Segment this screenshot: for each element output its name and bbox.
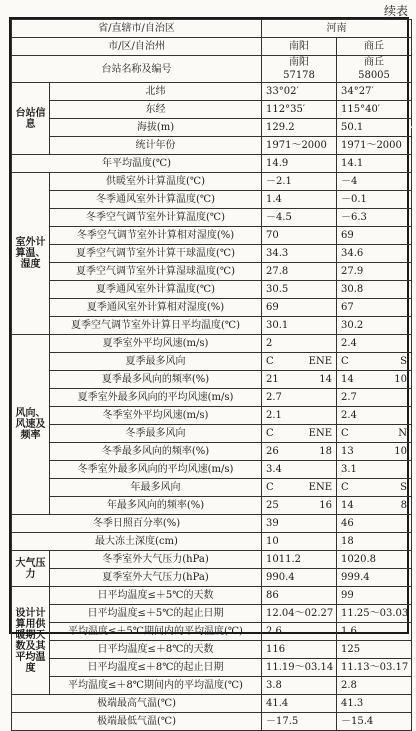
value-part: C bbox=[341, 482, 349, 493]
table-row bbox=[12, 407, 412, 425]
city-row bbox=[12, 38, 412, 56]
value-cell: 1971～2000 bbox=[337, 137, 412, 155]
value-cell: 30.1 bbox=[262, 317, 337, 335]
value-part: ENE bbox=[308, 482, 332, 493]
table-row bbox=[12, 479, 412, 497]
value-pair bbox=[341, 374, 407, 385]
value-part: S bbox=[400, 482, 407, 493]
watermark-mark: · bbox=[409, 120, 414, 136]
table-row bbox=[12, 569, 412, 587]
row-label: 冬季最多风向的频率(%) bbox=[50, 443, 262, 461]
value-cell: 1011.2 bbox=[262, 551, 337, 569]
table-row bbox=[12, 425, 412, 443]
value-cell: －6.3 bbox=[337, 209, 412, 227]
table-row bbox=[12, 101, 412, 119]
row-label: 冬季日照百分率(%) bbox=[12, 515, 262, 533]
value-cell: 41.3 bbox=[337, 695, 412, 713]
value-pair-cell bbox=[262, 479, 337, 497]
value-cell: 10 bbox=[262, 533, 337, 551]
value-part: C bbox=[266, 428, 274, 439]
table-row bbox=[12, 515, 412, 533]
value-cell: 11.13～03.17 bbox=[337, 659, 412, 677]
value-cell: 69 bbox=[337, 227, 412, 245]
value-pair bbox=[341, 428, 407, 439]
value-cell: 990.4 bbox=[262, 569, 337, 587]
table-row bbox=[12, 299, 412, 317]
value-part: C bbox=[266, 356, 274, 367]
value-cell: 2.4 bbox=[337, 407, 412, 425]
row-label: 夏季通风室外计算温度(℃) bbox=[50, 281, 262, 299]
value-pair bbox=[341, 482, 407, 493]
value-part: 13 bbox=[341, 446, 354, 457]
value-pair-cell bbox=[262, 371, 337, 389]
value-cell: 3.8 bbox=[262, 677, 337, 695]
value-cell: 125 bbox=[337, 641, 412, 659]
value-cell: 34.6 bbox=[337, 245, 412, 263]
value-part: S bbox=[400, 356, 407, 367]
value-cell: 11.19～03.14 bbox=[262, 659, 337, 677]
row-label: 极端最低气温(℃) bbox=[12, 713, 262, 731]
value-cell: 30.2 bbox=[337, 317, 412, 335]
table-row bbox=[12, 263, 412, 281]
value-cell: 2.7 bbox=[262, 389, 337, 407]
row-label: 海拔(m) bbox=[50, 119, 262, 137]
value-cell: 18 bbox=[337, 533, 412, 551]
value-cell: 30.5 bbox=[262, 281, 337, 299]
value-pair-cell bbox=[262, 497, 337, 515]
value-part: 14 bbox=[341, 374, 354, 385]
value-part: C bbox=[341, 356, 349, 367]
climate-data-table bbox=[11, 19, 412, 731]
table-row bbox=[12, 371, 412, 389]
value-cell: 2.7 bbox=[337, 389, 412, 407]
value-cell: －4 bbox=[337, 173, 412, 191]
row-label: 年最多风向 bbox=[50, 479, 262, 497]
value-pair bbox=[266, 356, 332, 367]
row-label: 日平均温度≤＋5℃的起止日期 bbox=[50, 605, 262, 623]
value-cell: 2.6 bbox=[262, 623, 337, 641]
value-cell: 2.8 bbox=[337, 677, 412, 695]
value-cell: 115°40′ bbox=[337, 101, 412, 119]
table-row bbox=[12, 641, 412, 659]
value-cell: －0.1 bbox=[337, 191, 412, 209]
value-cell: 999.4 bbox=[337, 569, 412, 587]
continued-label: 续表 bbox=[383, 4, 408, 18]
value-pair-cell bbox=[337, 443, 412, 461]
row-label: 统计年份 bbox=[50, 137, 262, 155]
value-part: 8 bbox=[400, 500, 407, 511]
row-label: 冬季空气调节室外计算温度(℃) bbox=[50, 209, 262, 227]
value-cell: 50.1 bbox=[337, 119, 412, 137]
province-label: 省/直辖市/自治区 bbox=[12, 20, 262, 38]
table-row bbox=[12, 677, 412, 695]
value-part: C bbox=[341, 428, 349, 439]
table-row bbox=[12, 335, 412, 353]
value-cell: 1971～2000 bbox=[262, 137, 337, 155]
value-cell: 34.3 bbox=[262, 245, 337, 263]
value-pair bbox=[266, 482, 332, 493]
table-row bbox=[12, 83, 412, 101]
group-label: 风向、风速及频率 bbox=[12, 335, 50, 515]
table-row bbox=[12, 623, 412, 641]
row-label: 夏季空气调节室外计算干球温度(℃) bbox=[50, 245, 262, 263]
value-pair-cell bbox=[262, 425, 337, 443]
table-row bbox=[12, 281, 412, 299]
row-label: 年最多风向的频率(%) bbox=[50, 497, 262, 515]
value-part: 21 bbox=[266, 374, 279, 385]
row-label: 日平均温度≤＋5℃的天数 bbox=[50, 587, 262, 605]
value-cell: 86 bbox=[262, 587, 337, 605]
value-pair-cell bbox=[337, 425, 412, 443]
row-label: 冬季室外最多风向的平均风速(m/s) bbox=[50, 461, 262, 479]
value-pair bbox=[341, 356, 407, 367]
table-row bbox=[12, 713, 412, 731]
value-cell: 67 bbox=[337, 299, 412, 317]
value-cell: 46 bbox=[337, 515, 412, 533]
station-cell-2 bbox=[337, 56, 412, 83]
group-label: 设计计算用供暖期天数及其平均温度 bbox=[12, 587, 50, 695]
table-row bbox=[12, 659, 412, 677]
value-part: 16 bbox=[319, 500, 332, 511]
value-pair-cell bbox=[337, 479, 412, 497]
table-row bbox=[12, 389, 412, 407]
table-row bbox=[12, 209, 412, 227]
city-value-1: 南阳 bbox=[262, 38, 337, 56]
row-label: 冬季最多风向 bbox=[50, 425, 262, 443]
value-cell: 41.4 bbox=[262, 695, 337, 713]
row-label: 冬季通风室外计算温度(℃) bbox=[50, 191, 262, 209]
value-part: ENE bbox=[308, 356, 332, 367]
value-pair bbox=[266, 446, 332, 457]
value-cell: 69 bbox=[262, 299, 337, 317]
group-label: 室外计算温、湿度 bbox=[12, 173, 50, 335]
station-cell-1 bbox=[262, 56, 337, 83]
value-pair bbox=[266, 374, 332, 385]
value-part: 10 bbox=[394, 374, 407, 385]
value-cell: 3.1 bbox=[337, 461, 412, 479]
value-cell: 3.4 bbox=[262, 461, 337, 479]
value-pair-cell bbox=[337, 497, 412, 515]
value-cell: －4.5 bbox=[262, 209, 337, 227]
value-pair-cell bbox=[262, 443, 337, 461]
table-row bbox=[12, 695, 412, 713]
value-part: 26 bbox=[266, 446, 279, 457]
table-row bbox=[12, 461, 412, 479]
value-cell: 14.9 bbox=[262, 155, 337, 173]
table-row bbox=[12, 173, 412, 191]
value-part: 10 bbox=[394, 446, 407, 457]
value-cell: 2.4 bbox=[337, 335, 412, 353]
value-cell: －2.1 bbox=[262, 173, 337, 191]
value-pair-cell bbox=[337, 353, 412, 371]
station-name-2: 商丘 bbox=[364, 57, 384, 68]
table-row bbox=[12, 587, 412, 605]
climate-table bbox=[9, 17, 409, 727]
value-cell: 39 bbox=[262, 515, 337, 533]
value-cell: 70 bbox=[262, 227, 337, 245]
value-cell: 1.4 bbox=[262, 191, 337, 209]
value-cell: 2 bbox=[262, 335, 337, 353]
row-label: 夏季空气调节室外计算日平均温度(℃) bbox=[50, 317, 262, 335]
value-cell: 2.1 bbox=[262, 407, 337, 425]
table-row bbox=[12, 191, 412, 209]
value-cell: 116 bbox=[262, 641, 337, 659]
row-label: 夏季室外最多风向的平均风速(m/s) bbox=[50, 389, 262, 407]
table-row bbox=[12, 137, 412, 155]
group-label: 大气压力 bbox=[12, 551, 50, 587]
row-label: 冬季室外大气压力(hPa) bbox=[50, 551, 262, 569]
row-label: 夏季最多风向 bbox=[50, 353, 262, 371]
row-label: 冬季空气调节室外计算相对湿度(%) bbox=[50, 227, 262, 245]
value-cell: 27.9 bbox=[337, 263, 412, 281]
table-row bbox=[12, 353, 412, 371]
value-cell: 11.25～03.03 bbox=[337, 605, 412, 623]
value-cell: 34°27′ bbox=[337, 83, 412, 101]
row-label: 东经 bbox=[50, 101, 262, 119]
row-label: 极端最高气温(℃) bbox=[12, 695, 262, 713]
row-label: 年平均温度(℃) bbox=[12, 155, 262, 173]
row-label: 日平均温度≤＋8℃的天数 bbox=[50, 641, 262, 659]
province-row bbox=[12, 20, 412, 38]
value-part: 25 bbox=[266, 500, 279, 511]
value-cell: 112°35′ bbox=[262, 101, 337, 119]
row-label: 平均温度≤＋5℃期间内的平均温度(℃) bbox=[50, 623, 262, 641]
value-cell: 12.04～02.27 bbox=[262, 605, 337, 623]
row-label: 冬季室外平均风速(m/s) bbox=[50, 407, 262, 425]
value-cell: 27.8 bbox=[262, 263, 337, 281]
value-pair-cell bbox=[262, 353, 337, 371]
row-label: 夏季最多风向的频率(%) bbox=[50, 371, 262, 389]
row-label: 平均温度≤＋8℃期间内的平均温度(℃) bbox=[50, 677, 262, 695]
value-part: C bbox=[266, 482, 274, 493]
station-label: 台站名称及编号 bbox=[12, 56, 262, 83]
row-label: 最大冻土深度(cm) bbox=[12, 533, 262, 551]
value-part: 14 bbox=[341, 500, 354, 511]
group-label: 台站信息 bbox=[12, 83, 50, 155]
city-value-2: 商丘 bbox=[337, 38, 412, 56]
value-pair bbox=[341, 500, 407, 511]
value-cell: 33°02′ bbox=[262, 83, 337, 101]
value-pair bbox=[341, 446, 407, 457]
value-part: 18 bbox=[319, 446, 332, 457]
value-cell: 14.1 bbox=[337, 155, 412, 173]
value-cell: 1.6 bbox=[337, 623, 412, 641]
value-cell: 99 bbox=[337, 587, 412, 605]
row-label: 夏季室外平均风速(m/s) bbox=[50, 335, 262, 353]
province-value: 河南 bbox=[262, 20, 412, 38]
row-label: 供暖室外计算温度(℃) bbox=[50, 173, 262, 191]
station-id-2: 58005 bbox=[358, 70, 390, 81]
value-pair bbox=[266, 500, 332, 511]
value-pair bbox=[266, 428, 332, 439]
value-cell: 30.8 bbox=[337, 281, 412, 299]
value-part: 14 bbox=[319, 374, 332, 385]
value-part: N bbox=[398, 428, 407, 439]
row-label: 夏季室外大气压力(hPa) bbox=[50, 569, 262, 587]
value-part: ENE bbox=[308, 428, 332, 439]
table-row bbox=[12, 119, 412, 137]
row-label: 日平均温度≤＋8℃的起止日期 bbox=[50, 659, 262, 677]
station-name-1: 南阳 bbox=[289, 57, 309, 68]
value-pair-cell bbox=[337, 371, 412, 389]
table-row bbox=[12, 245, 412, 263]
table-row bbox=[12, 551, 412, 569]
table-row bbox=[12, 227, 412, 245]
city-label: 市/区/自治州 bbox=[12, 38, 262, 56]
value-cell: 1020.8 bbox=[337, 551, 412, 569]
station-id-1: 57178 bbox=[283, 70, 315, 81]
table-row bbox=[12, 533, 412, 551]
table-row bbox=[12, 443, 412, 461]
table-row bbox=[12, 497, 412, 515]
table-row bbox=[12, 317, 412, 335]
row-label: 夏季通风室外计算相对湿度(%) bbox=[50, 299, 262, 317]
value-cell: －15.4 bbox=[337, 713, 412, 731]
row-label: 夏季空气调节室外计算湿球温度(℃) bbox=[50, 263, 262, 281]
value-cell: －17.5 bbox=[262, 713, 337, 731]
row-label: 北纬 bbox=[50, 83, 262, 101]
station-row bbox=[12, 56, 412, 83]
value-cell: 129.2 bbox=[262, 119, 337, 137]
table-row bbox=[12, 155, 412, 173]
table-row bbox=[12, 605, 412, 623]
